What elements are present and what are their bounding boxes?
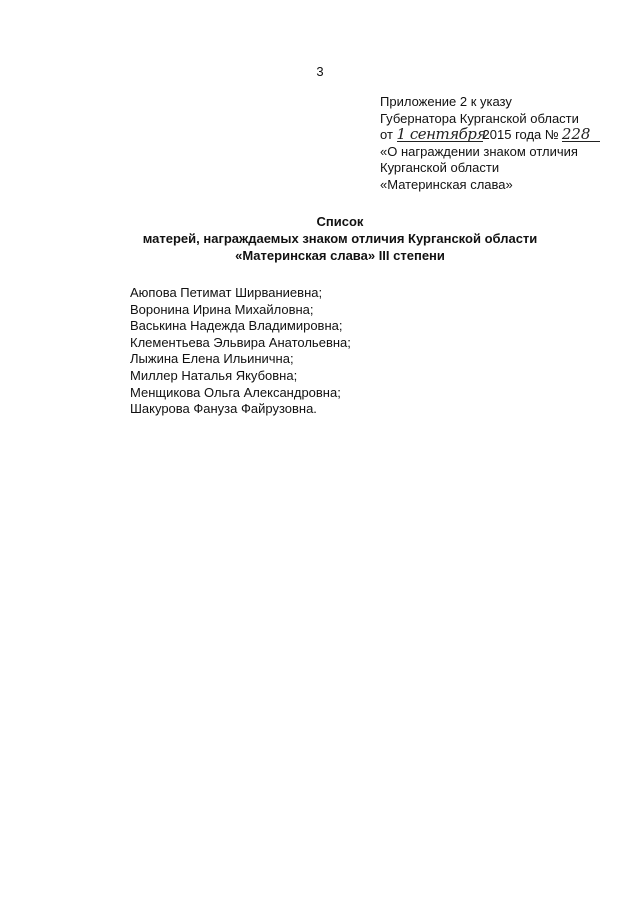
list-item: Менщикова Ольга Александровна; bbox=[130, 384, 341, 400]
list-item: Воронина Ирина Михайловна; bbox=[130, 301, 314, 317]
appendix-block bbox=[380, 94, 625, 193]
list-item: Аюпова Петимат Ширваниевна; bbox=[130, 285, 323, 300]
page-number: 3 bbox=[316, 64, 324, 79]
list-item: Миллер Наталья Якубовна; bbox=[130, 367, 298, 383]
list-item: Лыжина Елена Ильинична; bbox=[130, 351, 294, 367]
list-item: Васькина Надежда Владимировна; bbox=[130, 318, 343, 334]
list-item: Шакурова Фануза Файрузовна. bbox=[130, 401, 317, 417]
title-line-1: Список bbox=[316, 214, 364, 229]
handwritten-decree-number: 228 bbox=[562, 127, 600, 142]
appendix-year-number-label: 2015 года № bbox=[482, 127, 559, 142]
list-item: Клементьева Эльвира Анатольевна; bbox=[130, 334, 351, 350]
appendix-date-prefix: от bbox=[380, 127, 393, 142]
title-line-2: матерей, награждаемых знаком отличия Курганской области bbox=[142, 231, 538, 246]
appendix-line-2: Губернатора Курганской области bbox=[380, 110, 579, 126]
document-title bbox=[0, 213, 640, 264]
appendix-line-3 bbox=[380, 127, 625, 144]
appendix-line-6: «Материнская слава» bbox=[380, 176, 513, 192]
appendix-line-1: Приложение 2 к указу bbox=[380, 94, 512, 109]
appendix-line-4: «О награждении знаком отличия bbox=[380, 143, 578, 159]
title-line-3: «Материнская слава» III степени bbox=[235, 248, 445, 263]
appendix-line-5: Курганской области bbox=[380, 160, 500, 175]
handwritten-date: 1 сентября bbox=[396, 125, 486, 143]
names-list bbox=[130, 285, 550, 418]
